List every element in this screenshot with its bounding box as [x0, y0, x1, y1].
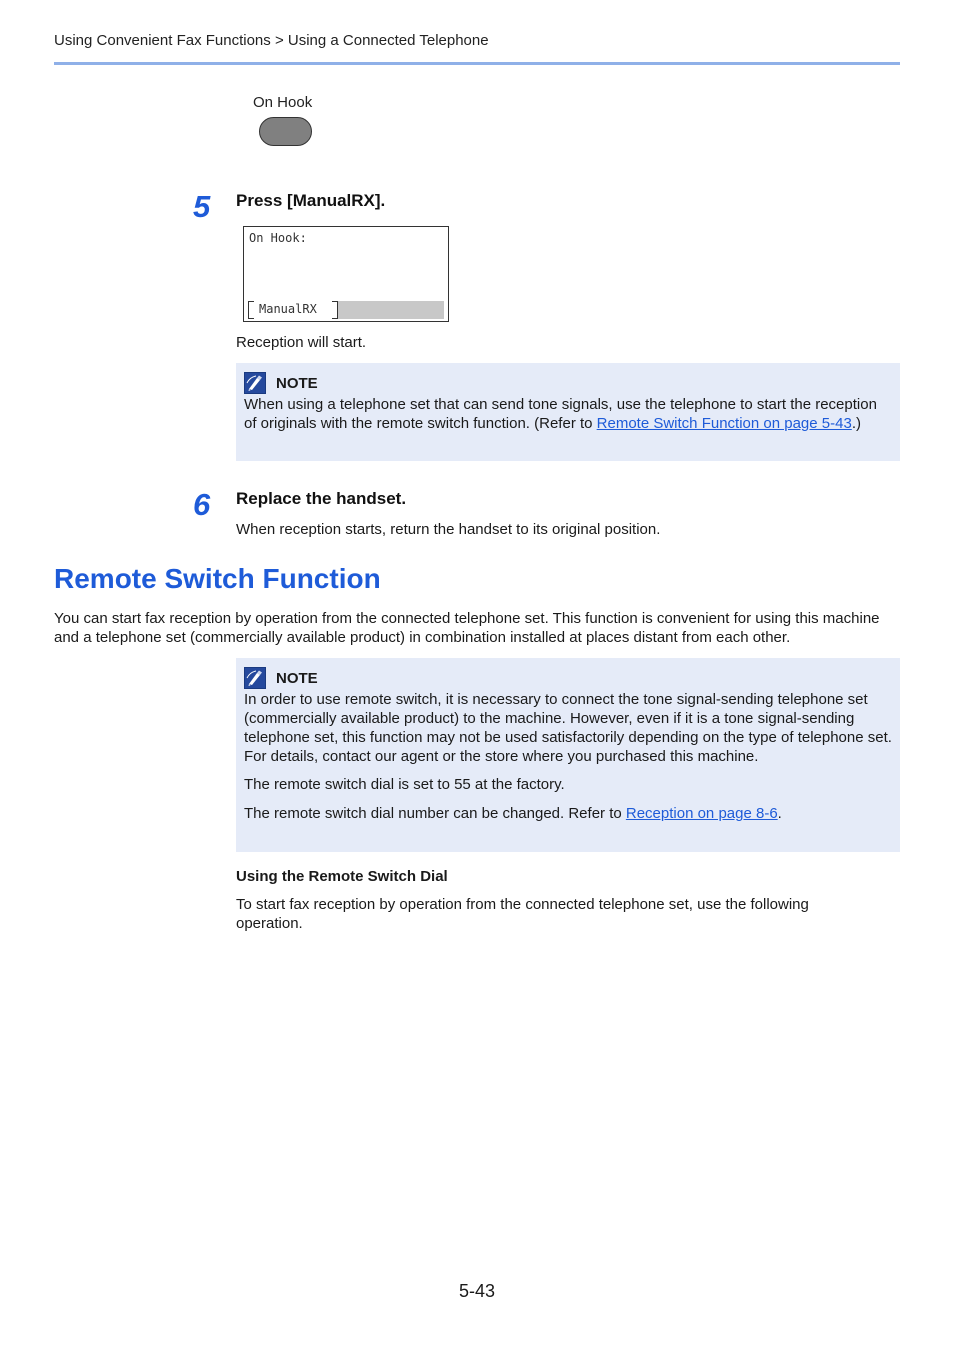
on-hook-key-label: On Hook [253, 94, 313, 111]
note-box-1 [236, 363, 900, 461]
note-2-paragraph-2: The remote switch dial is set to 55 at the factory. [244, 776, 565, 793]
softkey-bracket-right [332, 301, 338, 319]
note-1-text-before: When using a telephone set that can send tone signals, use the telephone to start the reception of originals with the remote switch function. (Refer to [244, 396, 877, 432]
link-reception[interactable]: Reception on page 8-6 [625, 805, 778, 822]
subsection-title: Using the Remote Switch Dial [236, 868, 448, 885]
step-6-title: Replace the handset. [236, 489, 407, 508]
note-2-text-before: The remote switch dial number can be changed. Refer to [244, 805, 626, 822]
step-5-title: Press [ManualRX]. [236, 191, 386, 210]
lcd-screen-illustration [243, 226, 449, 322]
subsection-text: To start fax reception by operation from the connected telephone set, use the following operation. [236, 896, 809, 932]
softkey-bracket-left [248, 301, 254, 319]
section-intro: You can start fax reception by operation from the connected telephone set. This function is convenient for using this machine and a telephone set (commercially available product) in combination installed at places distant from each other. [54, 610, 880, 646]
lcd-status-text: On Hook: [249, 231, 307, 245]
note-header [244, 371, 892, 395]
note-title: NOTE [276, 669, 318, 687]
note-title: NOTE [276, 374, 318, 392]
step-5-result: Reception will start. [236, 334, 367, 351]
page-number: 5-43 [458, 1281, 496, 1301]
section-title: Remote Switch Function [54, 563, 381, 594]
note-2-paragraph-1: In order to use remote switch, it is necessary to connect the tone signal-sending telephone set (commercially available product) to the machine. However, even if it is a tone signal-sending telephone set, this function may not be used satisfactorily depending on the type of telephone set. For details, contact our agent or the store where you purchased this machine. [244, 691, 892, 765]
step-number-6: 6 [193, 487, 211, 522]
step-number-5: 5 [193, 189, 211, 224]
lcd-softkey-manualrx [248, 301, 338, 319]
breadcrumb: Using Convenient Fax Functions > Using a Connected Telephone [54, 32, 489, 49]
note-1-text [244, 395, 892, 433]
header-divider [54, 62, 900, 65]
note-2-text-after: . [777, 805, 782, 822]
note-1-text-after: .) [851, 415, 861, 432]
link-remote-switch-function[interactable]: Remote Switch Function on page 5-43 [596, 415, 852, 432]
note-icon [244, 372, 266, 394]
softkey-label: ManualRX [259, 302, 317, 316]
on-hook-key-illustration [259, 117, 312, 146]
note-box-2 [236, 658, 900, 852]
step-6-text: When reception starts, return the handset to its original position. [236, 521, 661, 538]
note-2-paragraph-3 [244, 804, 892, 823]
note-header [244, 666, 892, 690]
note-icon [244, 667, 266, 689]
